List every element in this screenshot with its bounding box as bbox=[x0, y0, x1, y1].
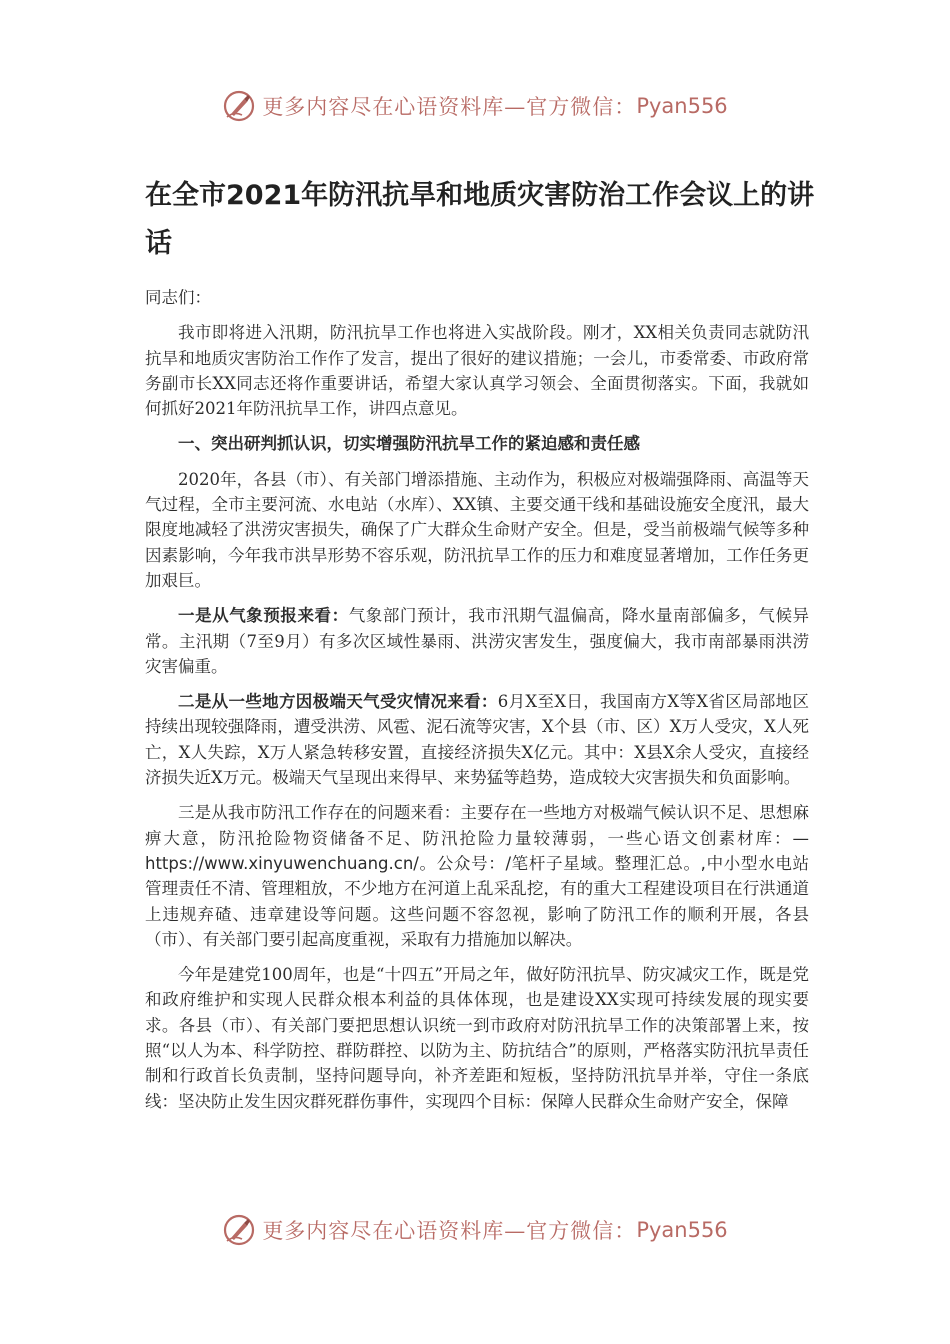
paragraph-intro: 我市即将进入汛期，防汛抗旱工作也将进入实战阶段。刚才，XX相关负责同志就防汛抗旱和地质灾害防治工作作了发言，提出了很好的建议措施；一会儿，市委常委、市政府常务副市长XX同志还将作重要讲话，希望大家认真学习领会、全面贯彻落实。下面，我就如何抓好2021年防汛抗旱工作，讲四点意见。 bbox=[145, 323, 809, 419]
document-body bbox=[145, 285, 809, 1124]
paragraph-body: 气象部门预计，我市汛期气温偏高，降水量南部偏多，气候异常。主汛期（7至9月）有多次区域性暴雨、洪涝灾害发生，强度偏大，我市南部暴雨洪涝灾害偏重。 bbox=[145, 606, 810, 676]
paragraph-body: 三是从我市防汛工作存在的问题来看：主要存在一些地方对极端气候认识不足、思想麻痹大意，防汛抢险物资储备不足、防汛抢险力量较薄弱，一些心语文创素材库： bbox=[145, 803, 809, 848]
watermark-text: 更多内容尽在心语资料库—官方微信： bbox=[262, 1219, 637, 1243]
pen-logo-icon bbox=[222, 89, 256, 123]
paragraph-extreme-weather bbox=[145, 689, 809, 790]
source-url: —https://www.xinyuwenchuang.cn/。 bbox=[145, 828, 809, 873]
paragraph-body: 6月X至X日，我国南方X等X省区局部地区持续出现较强降雨，遭受洪涝、风雹、泥石流等灾害，X个县（市、区）X万人受灾，X人死亡，X人失踪，X万人紧急转移安置，直接经济损失X亿元。其中：X县X余人受灾，直接经济损失近X万元。极端天气呈现出来得早、来势猛等趋势，造成较大灾害损失和负面影响。 bbox=[145, 692, 810, 788]
header-watermark bbox=[0, 86, 950, 126]
paragraph-problems bbox=[145, 800, 809, 952]
paragraph-centenary: 今年是建党100周年，也是“十四五”开局之年，做好防汛抗旱、防灾减灾工作，既是党和政府维护和实现人民群众根本利益的具体体现，也是建设XX实现可持续发展的现实要求。各县（市）、有关部门要把思想认识统一到市政府对防汛抗旱工作的决策部署上来，按照“以人为本、科学防控、群防群控、以防为主、防抗结合”的原则，严格落实防汛抗旱责任制和行政首长负责制，坚持问题导向，补齐差距和短板，坚持防汛抗旱并举，守住一条底线：坚决防止发生因灾群死群伤事件，实现四个目标：保障人民群众生命财产安全，保障 bbox=[145, 965, 809, 1111]
watermark-handle: Pyan556 bbox=[636, 1218, 728, 1242]
footer-watermark bbox=[0, 1210, 950, 1250]
official-account: 公众号：/笔杆子星域。整理汇总。 bbox=[436, 853, 701, 873]
paragraph-lead: 一是从气象预报来看： bbox=[178, 606, 349, 626]
paragraph-2020-review: 2020年，各县（市）、有关部门增添措施、主动作为，积极应对极端强降雨、高温等天气过程，全市主要河流、水电站（水库）、XX镇、主要交通干线和基础设施安全度汛，最大限度地减轻了洪涝灾害损失，确保了广大群众生命财产安全。但是，受当前极端气候等多种因素影响，今年我市洪旱形势不容乐观，防汛抗旱工作的压力和难度显著增加，工作任务更加艰巨。 bbox=[145, 469, 809, 590]
watermark-handle: Pyan556 bbox=[636, 94, 728, 118]
paragraph-lead: 二是从一些地方因极端天气受灾情况来看： bbox=[178, 692, 498, 712]
pen-logo-icon bbox=[222, 1213, 256, 1247]
paragraph-body: ,中小型水电站管理责任不清、管理粗放，不少地方在河道上乱采乱挖，有的重大工程建设项目在行洪通道上违规弃碴、违章建设等问题。这些问题不容忽视，影响了防汛工作的顺利开展，各县（市）、有关部门要引起高度重视，采取有力措施加以解决。 bbox=[145, 853, 809, 949]
document-title: 在全市2021年防汛抗旱和地质灾害防治工作会议上的讲话 bbox=[145, 180, 815, 259]
greeting: 同志们： bbox=[145, 288, 211, 307]
paragraph-weather-forecast bbox=[145, 603, 809, 679]
section-heading-1: 一、突出研判抓认识，切实增强防汛抗旱工作的紧迫感和责任感 bbox=[178, 434, 640, 454]
watermark-text: 更多内容尽在心语资料库—官方微信： bbox=[262, 95, 637, 119]
